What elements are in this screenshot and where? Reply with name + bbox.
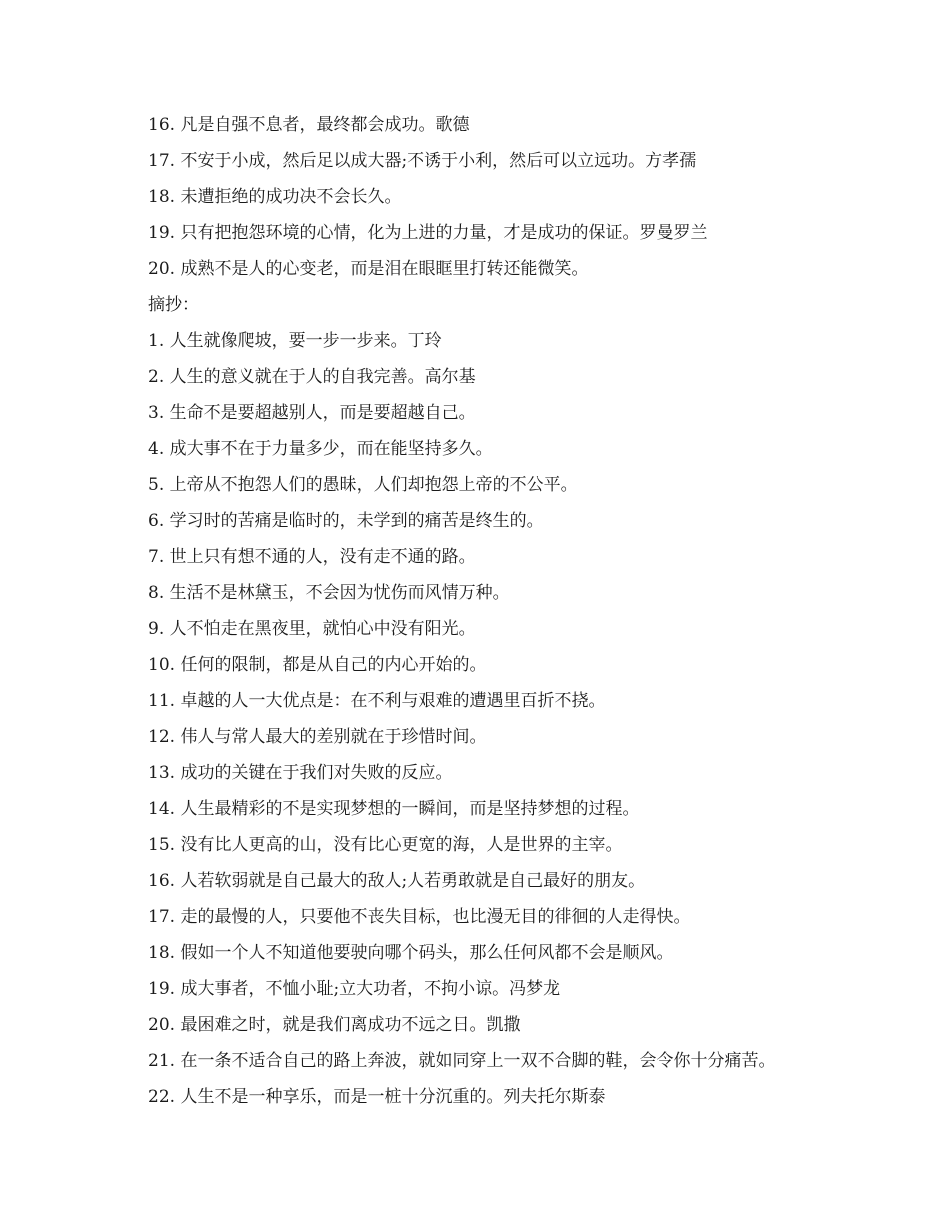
quote-line: 9. 人不怕走在黑夜里，就怕心中没有阳光。 <box>148 619 476 639</box>
quote-line: 19. 成大事者，不恤小耻;立大功者，不拘小谅。冯梦龙 <box>148 979 561 999</box>
quote-line: 17. 走的最慢的人，只要他不丧失目标，也比漫无目的徘徊的人走得快。 <box>148 907 691 927</box>
quote-line: 2. 人生的意义就在于人的自我完善。高尔基 <box>148 367 476 387</box>
quote-line: 5. 上帝从不抱怨人们的愚昧，人们却抱怨上帝的不公平。 <box>148 475 578 495</box>
quote-line: 18. 假如一个人不知道他要驶向哪个码头，那么任何风都不会是顺风。 <box>148 943 674 963</box>
quote-line: 13. 成功的关键在于我们对失败的反应。 <box>148 763 453 783</box>
quote-line: 19. 只有把抱怨环境的心情，化为上进的力量，才是成功的保证。罗曼罗兰 <box>148 223 708 243</box>
quote-line: 4. 成大事不在于力量多少，而在能坚持多久。 <box>148 439 493 459</box>
quote-line: 1. 人生就像爬坡，要一步一步来。丁玲 <box>148 331 442 351</box>
quote-line: 14. 人生最精彩的不是实现梦想的一瞬间，而是坚持梦想的过程。 <box>148 799 640 819</box>
quote-line: 10. 任何的限制，都是从自己的内心开始的。 <box>148 655 487 675</box>
quote-line: 7. 世上只有想不通的人，没有走不通的路。 <box>148 547 476 567</box>
quote-line: 21. 在一条不适合自己的路上奔波，就如同穿上一双不合脚的鞋，会令你十分痛苦。 <box>148 1051 776 1071</box>
quote-line: 15. 没有比人更高的山，没有比心更宽的海，人是世界的主宰。 <box>148 835 623 855</box>
quote-line: 8. 生活不是林黛玉，不会因为忧伤而风情万种。 <box>148 583 510 603</box>
quote-line: 20. 最困难之时，就是我们离成功不远之日。凯撒 <box>148 1015 521 1035</box>
quote-line: 20. 成熟不是人的心变老，而是泪在眼眶里打转还能微笑。 <box>148 259 589 279</box>
quote-line: 18. 未遭拒绝的成功决不会长久。 <box>148 187 402 207</box>
quote-line: 11. 卓越的人一大优点是：在不利与艰难的遭遇里百折不挠。 <box>148 691 606 711</box>
quote-line: 16. 人若软弱就是自己最大的敌人;人若勇敢就是自己最好的朋友。 <box>148 871 646 891</box>
quote-line: 12. 伟人与常人最大的差别就在于珍惜时间。 <box>148 727 487 747</box>
section-heading: 摘抄： <box>148 295 199 315</box>
document-body <box>148 107 868 1115</box>
quote-line: 6. 学习时的苦痛是临时的，未学到的痛苦是终生的。 <box>148 511 544 531</box>
quote-line: 16. 凡是自强不息者，最终都会成功。歌德 <box>148 115 470 135</box>
quote-line: 17. 不安于小成，然后足以成大器;不诱于小利，然后可以立远功。方孝孺 <box>148 151 697 171</box>
quote-line: 3. 生命不是要超越别人，而是要超越自己。 <box>148 403 476 423</box>
quote-line: 22. 人生不是一种享乐，而是一桩十分沉重的。列夫托尔斯泰 <box>148 1087 606 1107</box>
